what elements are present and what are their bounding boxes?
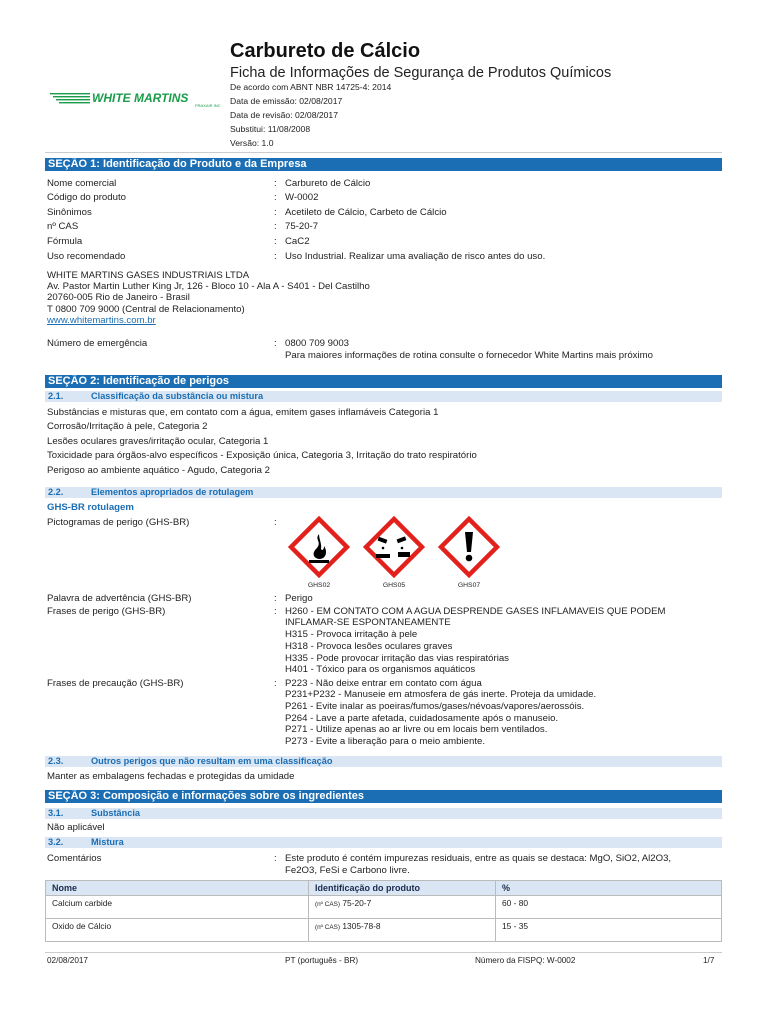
- subsection-2-1: [45, 391, 722, 402]
- footer-fispq-number: Número da FISPQ: W-0002: [475, 956, 576, 965]
- issue-date: Data de emissão: 02/08/2017: [230, 96, 343, 106]
- label-signal-word: Palavra de advertência (GHS-BR): [47, 593, 192, 604]
- hazard-statement: H260 - EM CONTATO COM A AGUA DESPRENDE GASES INFLAMAVEIS QUE PODEM: [285, 606, 666, 617]
- colon: :: [274, 178, 277, 189]
- company-city: 20760-005 Rio de Janeiro - Brasil: [47, 292, 190, 303]
- subsection-number: 2.2.: [48, 487, 64, 497]
- section-1-header: SEÇÃO 1: Identificação do Produto e da Empresa: [45, 158, 722, 171]
- cell-percent: 60 - 80: [496, 896, 722, 919]
- other-hazards-text: Manter as embalagens fechadas e protegidas da umidade: [47, 771, 295, 782]
- white-martins-logo: [50, 90, 222, 108]
- classification-item: Substâncias e misturas que, em contato com a água, emitem gases inflamáveis Categoria 1: [47, 407, 439, 418]
- company-website-link[interactable]: www.whitemartins.com.br: [47, 315, 156, 326]
- classification-item: Perigoso ao ambiente aquático - Agudo, Categoria 2: [47, 465, 270, 476]
- ghs07-pictogram: [438, 516, 500, 589]
- version: Versão: 1.0: [230, 138, 274, 148]
- cell-name: Oxido de Cálcio: [46, 919, 309, 942]
- footer-page-number: 1/7: [703, 956, 715, 965]
- document-subtitle: Ficha de Informações de Segurança de Produtos Químicos: [230, 65, 612, 81]
- hazard-statement: H315 - Provoca irritação à pele: [285, 629, 418, 640]
- composition-table: [45, 880, 722, 942]
- label-recommended-use: Uso recomendado: [47, 251, 126, 262]
- classification-item: Toxicidade para órgãos-alvo específicos - Exposição única, Categoria 3, Irritação do trato respiratório: [47, 450, 477, 461]
- precautionary-statement: P264 - Lave a parte afetada, cuidadosamente após o manuseio.: [285, 713, 559, 724]
- label-comments: Comentários: [47, 853, 102, 864]
- flame-icon: [288, 516, 350, 578]
- value-emergency-number: 0800 709 9003: [285, 338, 350, 349]
- colon: :: [274, 593, 277, 604]
- hazard-statement: H401 - Tóxico para os organismos aquáticos: [285, 664, 476, 675]
- subsection-number: 3.1.: [48, 808, 64, 818]
- footer-date: 02/08/2017: [47, 956, 88, 965]
- precautionary-statement: P223 - Não deixe entrar em contato com água: [285, 678, 482, 689]
- colon: :: [274, 192, 277, 203]
- classification-item: Lesões oculares graves/irritação ocular, Categoria 1: [47, 436, 269, 447]
- comments-text: Fe2O3, FeSi e Carbono livre.: [285, 865, 410, 876]
- table-row: [46, 896, 722, 919]
- pictogram-code: GHS02: [307, 582, 331, 589]
- revision-date: Data de revisão: 02/08/2017: [230, 110, 338, 120]
- footer-divider: [45, 952, 722, 953]
- subsection-3-1: [45, 808, 722, 819]
- column-header-name: Nome: [46, 881, 309, 896]
- hazard-statement: H335 - Pode provocar irritação das vias respiratórias: [285, 653, 509, 664]
- corrosion-icon: [363, 516, 425, 578]
- pictogram-code: GHS07: [457, 582, 481, 589]
- norm-reference: De acordo com ABNT NBR 14725-4: 2014: [230, 82, 392, 92]
- company-name: WHITE MARTINS GASES INDUSTRIAIS LTDA: [47, 270, 250, 281]
- colon: :: [274, 853, 277, 864]
- emergency-note: Para maiores informações de rotina consulte o fornecedor White Martins mais próximo: [285, 350, 653, 361]
- subsection-label: Outros perigos que não resultam em uma classificação: [91, 756, 333, 766]
- label-hazard-statements: Frases de perigo (GHS-BR): [47, 606, 166, 617]
- precautionary-statement: P261 - Evite inalar as poeiras/fumos/gases/névoas/vapores/aerossóis.: [285, 701, 585, 712]
- precautionary-statement: P231+P232 - Manuseie em atmosfera de gás inerte. Proteja da umidade.: [285, 689, 597, 700]
- cas-prefix: (nº CAS): [315, 901, 341, 908]
- label-trade-name: Nome comercial: [47, 178, 117, 189]
- table-row: [46, 919, 722, 942]
- colon: :: [274, 517, 277, 528]
- cas-number: 1305-78-8: [342, 921, 381, 931]
- column-header-percent: %: [496, 881, 722, 896]
- header-divider: [45, 152, 722, 153]
- colon: :: [274, 606, 277, 617]
- cell-name: Calcium carbide: [46, 896, 309, 919]
- classification-item: Corrosão/Irritação à pele, Categoria 2: [47, 421, 208, 432]
- cell-percent: 15 - 35: [496, 919, 722, 942]
- label-cas: nº CAS: [47, 221, 79, 232]
- company-address: Av. Pastor Martin Luther King Jr, 126 - Bloco 10 - Ala A - S401 - Del Castilho: [47, 281, 370, 292]
- colon: :: [274, 221, 277, 232]
- svg-text:PRAXAIR INC: PRAXAIR INC: [195, 103, 221, 108]
- subsection-label: Substância: [91, 808, 141, 818]
- page-title: Carbureto de Cálcio: [230, 40, 421, 62]
- subsection-3-2: [45, 837, 722, 848]
- ghs05-pictogram: [363, 516, 425, 589]
- colon: :: [274, 678, 277, 689]
- footer-language: PT (português - BR): [285, 956, 359, 965]
- subsection-number: 2.3.: [48, 756, 64, 766]
- cas-number: 75-20-7: [342, 898, 372, 908]
- pictogram-code: GHS05: [382, 582, 406, 589]
- cell-identification: [309, 919, 496, 942]
- subsection-2-2: [45, 487, 722, 498]
- colon: :: [274, 236, 277, 247]
- column-header-identification: Identificação do produto: [309, 881, 496, 896]
- colon: :: [274, 207, 277, 218]
- exclamation-icon: [438, 516, 500, 578]
- hazard-statement: H318 - Provoca lesões oculares graves: [285, 641, 453, 652]
- value-cas: 75-20-7: [285, 221, 319, 232]
- svg-text:WHITE MARTINS: WHITE MARTINS: [92, 91, 189, 105]
- label-formula: Fórmula: [47, 236, 83, 247]
- precautionary-statement: P273 - Evite a liberação para o meio ambiente.: [285, 736, 485, 747]
- company-phone: T 0800 709 9000 (Central de Relacionamento): [47, 304, 245, 315]
- precautionary-statement: P271 - Utilize apenas ao ar livre ou em locais bem ventilados.: [285, 724, 548, 735]
- ghs-labelling-title: GHS-BR rotulagem: [47, 502, 134, 513]
- value-recommended-use: Uso Industrial. Realizar uma avaliação de risco antes do uso.: [285, 251, 546, 262]
- value-trade-name: Carbureto de Cálcio: [285, 178, 371, 189]
- subsection-label: Classificação da substância ou mistura: [91, 391, 264, 401]
- subsection-number: 2.1.: [48, 391, 64, 401]
- comments-text: Este produto é contém impurezas residuais, entre as quais se destaca: MgO, SiO2, Al2O3,: [285, 853, 672, 864]
- subsection-number: 3.2.: [48, 837, 64, 847]
- substance-text: Não aplicável: [47, 822, 105, 833]
- section-3-header: SEÇÃO 3: Composição e informações sobre os ingredientes: [45, 790, 722, 803]
- colon: :: [274, 338, 277, 349]
- label-product-code: Código do produto: [47, 192, 126, 203]
- subsection-label: Elementos apropriados de rotulagem: [91, 487, 254, 497]
- ghs02-pictogram: [288, 516, 350, 589]
- subsection-2-3: [45, 756, 722, 767]
- replaces-date: Substitui: 11/08/2008: [230, 124, 311, 134]
- label-precautionary-statements: Frases de precaução (GHS-BR): [47, 678, 184, 689]
- value-synonyms: Acetileto de Cálcio, Carbeto de Cálcio: [285, 207, 447, 218]
- value-product-code: W-0002: [285, 192, 319, 203]
- label-pictograms: Pictogramas de perigo (GHS-BR): [47, 517, 190, 528]
- cell-identification: [309, 896, 496, 919]
- section-2-header: SEÇÃO 2: Identificação de perigos: [45, 375, 722, 388]
- hazard-statement: INFLAMAR-SE ESPONTANEAMENTE: [285, 617, 451, 628]
- label-synonyms: Sinônimos: [47, 207, 92, 218]
- label-emergency-number: Número de emergência: [47, 338, 148, 349]
- colon: :: [274, 251, 277, 262]
- subsection-label: Mistura: [91, 837, 124, 847]
- table-header-row: [46, 881, 722, 896]
- value-signal-word: Perigo: [285, 593, 313, 604]
- cas-prefix: (nº CAS): [315, 924, 341, 931]
- value-formula: CaC2: [285, 236, 310, 247]
